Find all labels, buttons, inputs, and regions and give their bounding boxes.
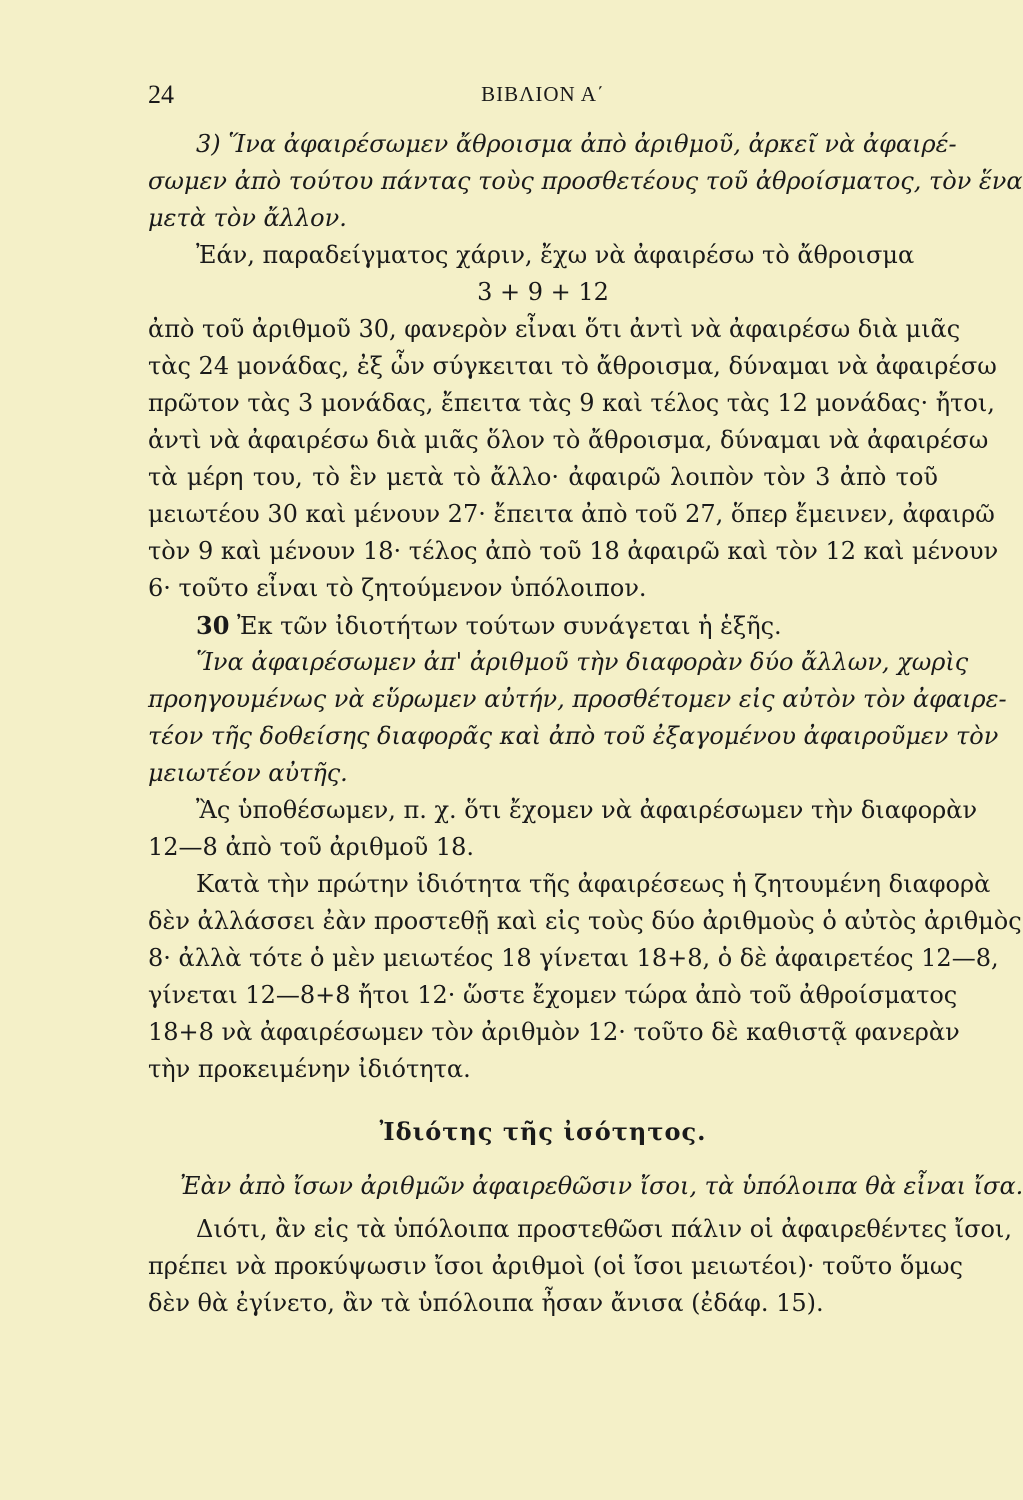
example1-line-4: ἀντὶ νὰ ἀφαιρέσω διὰ μιᾶς ὅλον τὸ ἄθροισμα, δύναμαι νὰ ἀφαιρέσω	[148, 426, 989, 454]
example1-line-2: τὰς 24 μονάδας, ἐξ ὧν σύγκειται τὸ ἄθροισμα, δύναμαι νὰ ἀφαιρέσω	[148, 352, 997, 380]
section-30	[148, 607, 938, 644]
rule3-line-3: μετὰ τὸν ἄλλον.	[148, 204, 347, 232]
explanation-line-5: 18+8 νὰ ἀφαιρέσωμεν τὸν ἀριθμὸν 12· τοῦτο δὲ καθιστᾷ φανερὰν	[148, 1018, 960, 1046]
proof-line-3: δὲν θὰ ἐγίνετο, ἂν τὰ ὑπόλοιπα ἦσαν ἄνισα (ἐδάφ. 15).	[148, 1289, 824, 1317]
example1-line-6: μειωτέου 30 καὶ μένουν 27· ἔπειτα ἀπὸ τοῦ 27, ὅπερ ἔμεινεν, ἀφαιρῶ	[148, 500, 995, 528]
rule-difference-line-2: προηγουμένως νὰ εὕρωμεν αὐτήν, προσθέτομεν εἰς αὐτὸν τὸν ἀφαιρε-	[148, 685, 1007, 713]
explanation-line-3: 8· ἀλλὰ τότε ὁ μὲν μειωτέος 18 γίνεται 18+8, ὁ δὲ ἀφαιρετέος 12—8,	[148, 944, 999, 972]
rule3-line-2: σωμεν ἀπὸ τούτου πάντας τοὺς προσθετέους τοῦ ἀθροίσματος, τὸν ἕνα	[148, 167, 1023, 195]
example2-line-1: Ἂς ὑποθέσωμεν, π. χ. ὅτι ἔχομεν νὰ ἀφαιρέσωμεν τὴν διαφορὰν	[196, 796, 978, 824]
explanation-line-1: Κατὰ τὴν πρώτην ἰδιότητα τῆς ἀφαιρέσεως ἡ ζητουμένη διαφορὰ	[196, 870, 991, 898]
proof-line-2: πρέπει νὰ προκύψωσιν ἴσοι ἀριθμοὶ (οἱ ἴσοι μειωτέοι)· τοῦτο ὅμως	[148, 1252, 963, 1280]
example1-line-5: τὰ μέρη του, τὸ ἓν μετὰ τὸ ἄλλο· ἀφαιρῶ λοιπὸν τὸν 3 ἀπὸ τοῦ	[148, 463, 938, 491]
proof-line-1: Διότι, ἂν εἰς τὰ ὑπόλοιπα προστεθῶσι πάλιν οἱ ἀφαιρεθέντες ἴσοι,	[196, 1215, 1012, 1243]
example1-line-8: 6· τοῦτο εἶναι τὸ ζητούμενον ὑπόλοιπον.	[148, 574, 647, 602]
rule-equality: Ἐὰν ἀπὸ ἴσων ἀριθμῶν ἀφαιρεθῶσιν ἴσοι, τὰ ὑπόλοιπα θὰ εἶναι ἴσα.	[180, 1172, 1023, 1200]
example1-line-7: τὸν 9 καὶ μένουν 18· τέλος ἀπὸ τοῦ 18 ἀφαιρῶ καὶ τὸν 12 καὶ μένουν	[148, 537, 999, 565]
section-heading-equality: Ἰδιότης τῆς ἰσότητος.	[379, 1117, 707, 1146]
example1-formula: 3 + 9 + 12	[477, 278, 609, 306]
body-text	[148, 126, 1023, 1322]
rule3-line-1: 3) Ἵνα ἀφαιρέσωμεν ἄθροισμα ἀπὸ ἀριθμοῦ, ἀρκεῖ νὰ ἀφαιρέ-	[196, 130, 957, 158]
example1-line-1: ἀπὸ τοῦ ἀριθμοῦ 30, φανερὸν εἶναι ὅτι ἀντὶ νὰ ἀφαιρέσω διὰ μιᾶς	[148, 315, 961, 343]
example1-intro: Ἐάν, παραδείγματος χάριν, ἔχω νὰ ἀφαιρέσω τὸ ἄθροισμα	[196, 241, 915, 269]
explanation-line-6: τὴν προκειμένην ἰδιότητα.	[148, 1055, 471, 1083]
example1-line-3: πρῶτον τὰς 3 μονάδας, ἔπειτα τὰς 9 καὶ τέλος τὰς 12 μονάδας· ἤτοι,	[148, 389, 995, 417]
running-title: ΒΙΒΛΙΟΝ Α΄	[481, 82, 605, 106]
explanation-line-4: γίνεται 12—8+8 ἤτοι 12· ὥστε ἔχομεν τώρα ἀπὸ τοῦ ἀθροίσματος	[148, 981, 958, 1009]
rule-difference-line-4: μειωτέον αὐτῆς.	[148, 759, 348, 787]
example2-line-2: 12—8 ἀπὸ τοῦ ἀριθμοῦ 18.	[148, 833, 475, 861]
section-number: 30	[196, 611, 230, 640]
page-number: 24	[148, 80, 174, 109]
rule-difference-line-3: τέον τῆς δοθείσης διαφορᾶς καὶ ἀπὸ τοῦ ἐξαγομένου ἀφαιροῦμεν τὸν	[148, 722, 999, 750]
explanation-line-2: δὲν ἀλλάσσει ἐὰν προστεθῇ καὶ εἰς τοὺς δύο ἀριθμοὺς ὁ αὐτὸς ἀριθμὸς	[148, 907, 1022, 935]
page-header	[148, 80, 938, 114]
rule-difference-line-1: Ἵνα ἀφαιρέσωμεν ἀπ' ἀριθμοῦ τὴν διαφορὰν δύο ἄλλων, χωρὶς	[196, 648, 969, 676]
section-30-text: Ἐκ τῶν ἰδιοτήτων τούτων συνάγεται ἡ ἑξῆς.	[237, 612, 782, 640]
